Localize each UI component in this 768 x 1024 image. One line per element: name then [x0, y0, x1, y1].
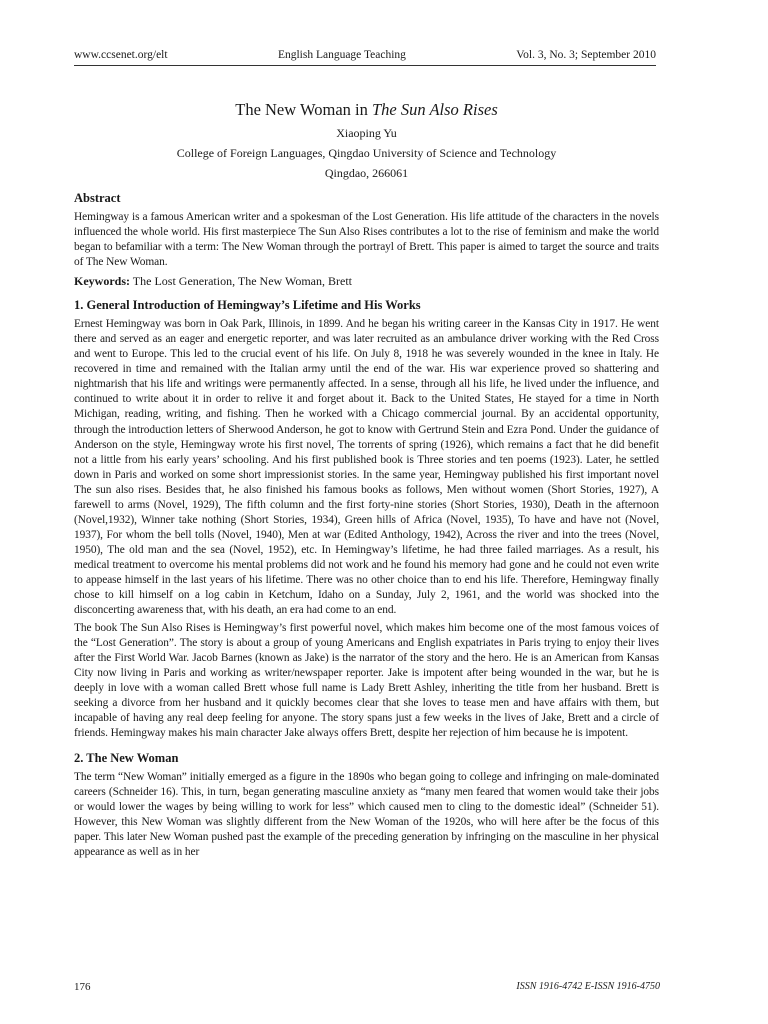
- running-header: [74, 48, 656, 66]
- footer-issn: ISSN 1916-4742 E-ISSN 1916-4750: [516, 981, 660, 992]
- abstract-heading: Abstract: [74, 191, 121, 205]
- title-italic: The Sun Also Rises: [372, 100, 498, 119]
- author-name: Xiaoping Yu: [336, 126, 397, 140]
- title-main: The New Woman in: [235, 100, 372, 119]
- header-volume: Vol. 3, No. 3; September 2010: [516, 49, 656, 61]
- author-affiliation: College of Foreign Languages, Qingdao University of Science and Technology: [176, 146, 557, 160]
- article-title: [74, 100, 659, 120]
- header-journal: English Language Teaching: [277, 49, 406, 61]
- author-location: Qingdao, 266061: [324, 166, 409, 180]
- keywords: [74, 274, 659, 289]
- section2-heading: 2. The New Woman: [74, 750, 179, 765]
- header-url: www.ccsenet.org/elt: [74, 49, 168, 61]
- keywords-label: Keywords:: [74, 274, 130, 289]
- section1-heading: 1. General Introduction of Hemingway’s Lifetime and His Works: [74, 298, 421, 313]
- keywords-text: The Lost Generation, The New Woman, Brett: [130, 274, 352, 289]
- section1-paragraph-1: Ernest Hemingway was born in Oak Park, Illinois, in 1899. And he began his writing career in the Kansas City in 1917. He went there and served as an eager and energetic reporter, and was later recruited as an ambulance driver working with the Red Cross and went to Europe. This led to the crucial event of his life. On July 8, 1918 he was severely wounded in the knee in Italy. He recovered in time and remained with the Italian army until the end of the war. His war experience proved so shattering and nightmarish that his life and writings were permanently affected. In a sense, through all his life, he lived under the influence, and continued to write about it in order to relive it and forget about it. Back to the United States, He stayed for a time in North Michigan, reading, writing, and fishing. Then he worked with a Chicago commercial journal. By an accidental opportunity, through the introduction letters of Sherwood Anderson, he got to know with Gertrund Stein and Ezra Pond. Under the guidance of Anderson on the style, Hemingway wrote his first novel, The torrents of spring (1926), which remains a fact that he did benefit not a little from his early years’ schooling. And his first published book is Three stories and ten poems (1923). Later, he settled down in Paris and worked on some short impressionist stories. In the same year, Hemingway published his first important novel The sun also rises. Besides that, he also finished his famous books as follows, Men without women (Short Stories, 1927), A farewell to arms (Novel, 1929), The fifth column and the first forty-nine stories (Short Stories, 1930), Death in the afternoon (Novel,1932), Winner take nothing (Short Stories, 1934), Green hills of Africa (Novel, 1935), To have and have not (Novel, 1937), For whom the bell tolls (Novel, 1940), Men at war (Edited Anthology, 1942), Across the river and into the trees (Novel, 1950), The old man and the sea (Novel, 1952), etc. In Hemingway’s lifetime, he had three failed marriages. As a result, his medical treatment to overcome his mental problems did not work and he found his memory had gone and he could not even write to appease himself in the last years of his lifetime. There was no other choice than to end his life. Therefore, Hemingway finally chose to kill himself on a log cabin in Ketchum, Idaho on a Sunday, July 2, 1961, and the world was shocked into the disconcerting awareness that, with his death, an era had come to an end.: [74, 318, 659, 617]
- page-footer: [74, 980, 660, 994]
- article-body: [74, 100, 659, 863]
- section1-paragraph-2: The book The Sun Also Rises is Hemingway’s first powerful novel, which makes him become one of the most famous voices of the “Lost Generation”. The story is about a group of young Americans and English expatriates in Paris trying to enjoy their lives after the First World War. Jacob Barnes (known as Jake) is the narrator of the story and the hero. He is an American from Kansas City now living in Paris and working as writer/newspaper reporter. Jake is impotent after being wounded in the war, but he is deeply in love with a woman called Brett whose full name is Lady Brett Ashley, inheriting the title from her husband. Brett is seeking a divorce from her husband and it quickly becomes clear that she loves to tease men and have affairs with them, but incapable of having any real deep feeling for anyone. The story spans just a few weeks in the lives of Jake, Brett and a circle of friends. Hemingway makes his main character Jake always offers Brett, despite her rejection of him because he is impotent.: [74, 622, 659, 740]
- section2-paragraph-1: The term “New Woman” initially emerged as a figure in the 1890s who began going to college and infringing on male-dominated careers (Schneider 16). This, in turn, began generating masculine anxiety as “many men feared that women would take their jobs or would lower the wages by being willing to work for less” which caused men to cling to the domestic ideal” (Schneider 51). However, this New Woman was slightly different from the New Woman of the 1920s, who will here after be the focus of this paper. This later New Woman pushed past the example of the preceding generation by infringing on the masculine in her physical appearance as well as in her: [74, 770, 659, 858]
- abstract-text: Hemingway is a famous American writer and a spokesman of the Lost Generation. His life attitude of the characters in the novels influenced the whole world. His first masterpiece The Sun Also Rises contributes a lot to the rise of feminism and make the world began to befamiliar with a term: The New Woman through the portrayl of Brett. This paper is aimed to target the source and traits of The New Woman.: [74, 211, 659, 269]
- page-number: 176: [74, 981, 91, 993]
